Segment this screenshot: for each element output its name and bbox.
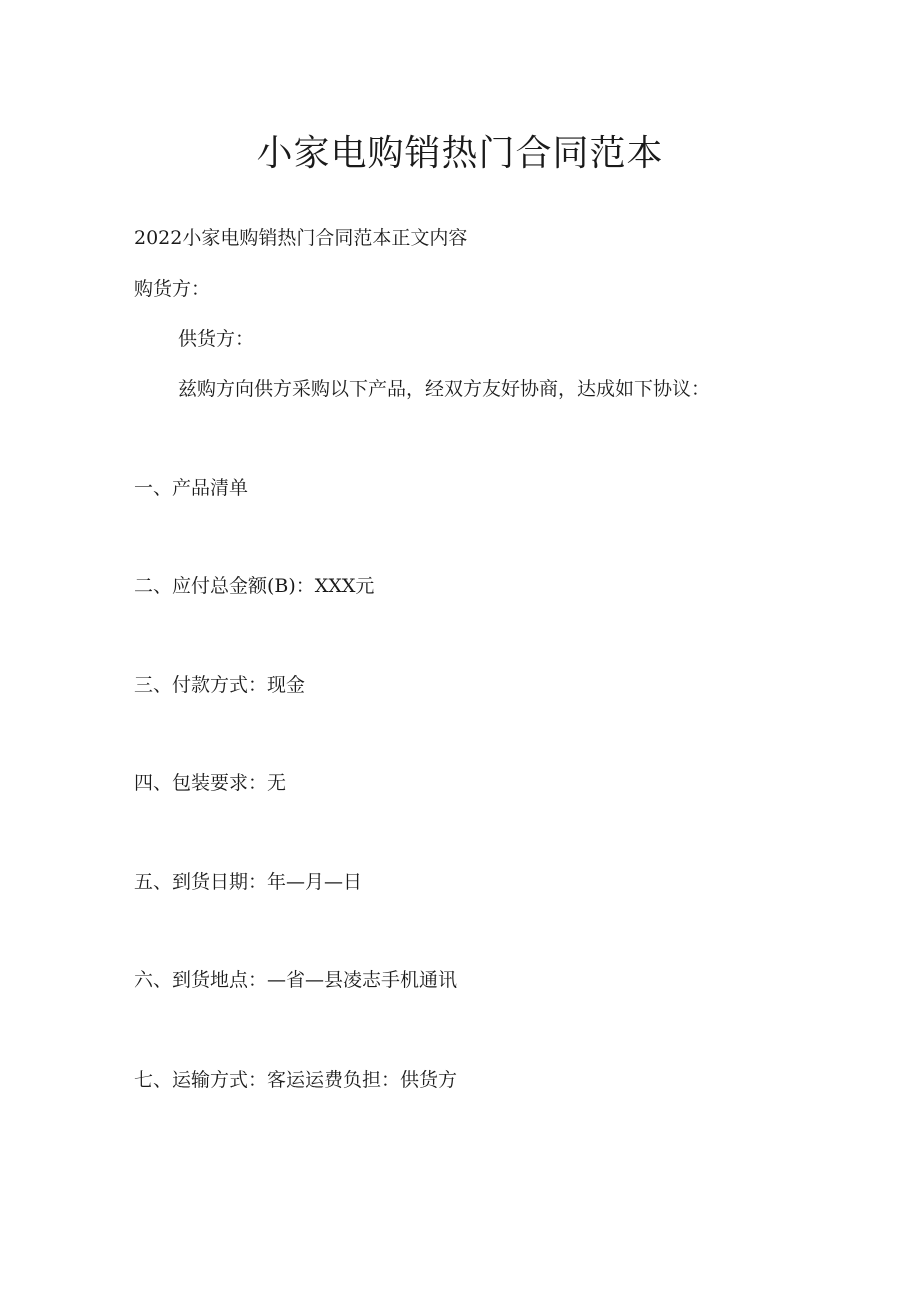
- section-transport-method: 七、运输方式：客运运费负担：供货方: [134, 1069, 458, 1091]
- section-packaging: 四、包装要求：无: [134, 772, 287, 794]
- document-subtitle: 2022小家电购销热门合同范本正文内容: [134, 227, 468, 249]
- document-title: 小家电购销热门合同范本: [256, 133, 664, 174]
- buyer-label: 购货方：: [134, 278, 211, 300]
- section-delivery-location: 六、到货地点：—省—县凌志手机通讯: [134, 969, 458, 991]
- section-payment-method: 三、付款方式：现金: [134, 674, 306, 696]
- section-total-amount: 二、应付总金额(B)：XXX元: [134, 575, 375, 597]
- intro-paragraph: 兹购方向供方采购以下产品，经双方友好协商，达成如下协议：: [178, 378, 711, 400]
- section-delivery-date: 五、到货日期：年—月—日: [134, 871, 363, 893]
- section-product-list: 一、产品清单: [134, 477, 249, 499]
- supplier-label: 供货方：: [178, 328, 255, 350]
